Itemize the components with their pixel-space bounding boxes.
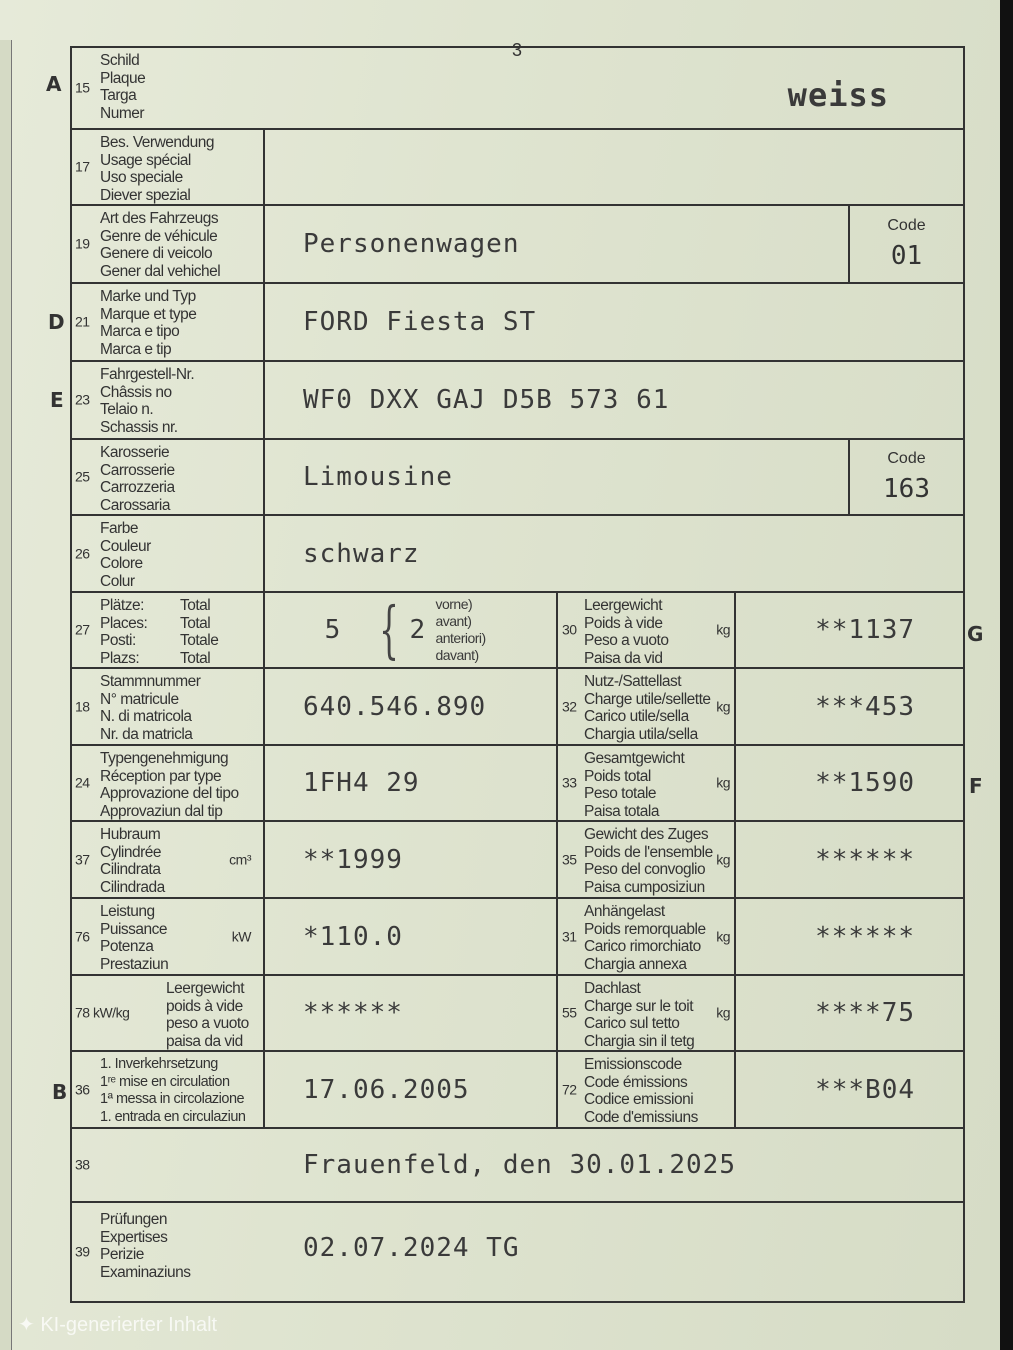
ai-generated-note: ✦ KI-generierter Inhalt	[18, 1314, 218, 1336]
power-ratio-label: 78 kW/kg Leergewicht poids à vide peso a vuoto paisa da vid	[72, 976, 265, 1050]
make-value: FORD Fiesta ST	[303, 307, 537, 337]
total-weight-label: 33 kg Gesamtgewicht Poids total Peso totale Paisa totala	[558, 746, 736, 820]
trailer-load-label: 31 kg Anhängelast Poids remorquable Carico rimorchiato Chargia annexa	[558, 899, 736, 974]
color-value: schwarz	[303, 538, 420, 569]
total-weight-value: **1590	[815, 768, 915, 798]
registry-label: 18 Stammnummer N° matricule N. di matricola Nr. da matricla	[72, 669, 265, 744]
chassis-value: WF0 DXX GAJ D5B 573 61	[303, 385, 670, 415]
side-mark-b: B	[52, 1080, 68, 1104]
type-approval-value: 1FH4 29	[265, 746, 558, 820]
row-power-trailer	[72, 899, 963, 976]
emission-code-label: 72 Emissionscode Code émissions Codice emissioni Code d'emissiuns	[558, 1052, 736, 1127]
empty-weight-value: **1137	[815, 615, 915, 645]
seats-front: 2	[409, 615, 427, 645]
payload-value: ***453	[815, 691, 915, 722]
trailer-load-value: ******	[815, 921, 915, 952]
registry-value: 640.546.890	[265, 669, 558, 744]
row-seats-weight	[72, 593, 963, 669]
vehicle-type-label: 19 Art des Fahrzeugs Genre de véhicule Genere di veicolo Gener dal vehichel	[72, 206, 265, 282]
power-ratio-value: ******	[265, 976, 558, 1050]
make-label: 21 Marke und Typ Marque et type Marca e tipo Marca e tip	[72, 284, 265, 360]
inspection-label: 39 Prüfungen Expertises Perizie Examinaziuns	[75, 1211, 191, 1281]
vehicle-type-code: Code 01	[848, 206, 963, 282]
side-mark-g: G	[967, 622, 984, 646]
row-make	[72, 284, 963, 362]
type-approval-label: 24 Typengenehmigung Réception par type Approvazione del tipo Approvaziun dal tip	[72, 746, 265, 820]
row-place-date	[72, 1129, 963, 1203]
row-approval-total	[72, 746, 963, 822]
special-use-label: 17 Bes. Verwendung Usage spécial Uso speciale Diever spezial	[72, 130, 265, 204]
place-date-value: Frauenfeld, den 30.01.2025	[303, 1150, 736, 1180]
train-weight-label: 35 kg Gewicht des Zuges Poids de l'ensemble Peso del convoglio Paisa cumposiziun	[558, 822, 736, 897]
row-ratio-roof	[72, 976, 963, 1052]
row-vehicle-type	[72, 206, 963, 284]
body-code: Code 163	[848, 440, 963, 514]
train-weight-value: ******	[815, 844, 915, 875]
row-inspection	[72, 1203, 963, 1303]
row-color	[72, 516, 963, 593]
chassis-label: 23 Fahrgestell-Nr. Châssis no Telaio n. Schassis nr.	[72, 362, 265, 438]
page-number: 3	[512, 40, 523, 60]
power-label: 76 kW Leistung Puissance Potenza Prestaziun	[72, 899, 265, 974]
row-plate	[72, 48, 963, 130]
brace-icon: {	[379, 593, 400, 666]
first-registration-label: 36 1. Inverkehrsetzung 1ʳᵉ mise en circulation 1ª messa in circolazione 1. entrada en circulaziun	[72, 1052, 265, 1127]
side-mark-e: E	[50, 388, 64, 412]
place-date-label: 38	[75, 1156, 90, 1173]
special-use-value	[265, 130, 963, 204]
body-value: Limousine	[303, 462, 453, 492]
row-special-use	[72, 130, 963, 206]
side-mark-f: F	[969, 774, 983, 798]
inspection-value: 02.07.2024 TG	[303, 1233, 520, 1263]
side-mark-d: D	[48, 310, 65, 334]
row-registration-emission	[72, 1052, 963, 1129]
payload-label: 32 kg Nutz-/Sattellast Charge utile/sellette Carico utile/sella Chargia utila/sella	[558, 669, 736, 744]
body-label: 25 Karosserie Carrosserie Carrozzeria Carossaria	[72, 440, 265, 514]
row-displacement-train	[72, 822, 963, 899]
seats-total: 5	[324, 615, 342, 645]
seats-value	[265, 593, 558, 667]
power-value: *110.0	[265, 899, 558, 974]
displacement-label: 37 cm³ Hubraum Cylindrée Cilindrata Cilindrada	[72, 822, 265, 897]
side-mark-a: A	[46, 72, 62, 96]
roof-load-value: ****75	[815, 998, 915, 1028]
row-body	[72, 440, 963, 516]
row-registry-payload	[72, 669, 963, 746]
plate-label: 15 Schild Plaque Targa Numer	[75, 52, 146, 122]
roof-load-label: 55 kg Dachlast Charge sur le toit Carico sul tetto Chargia sin il tetg	[558, 976, 736, 1050]
seats-label: 27 Plätze: Places: Posti: Plazs: Total Total Totale Total	[72, 593, 265, 667]
color-label: 26 Farbe Couleur Colore Colur	[72, 516, 265, 591]
seats-front-labels: vorne) avant) anteriori) davant)	[435, 596, 486, 663]
registration-form	[70, 46, 965, 1303]
emission-code-value: ***B04	[815, 1074, 915, 1105]
empty-weight-label: 30 kg Leergewicht Poids à vide Peso a vuoto Paisa da vid	[558, 593, 736, 667]
first-registration-value: 17.06.2005	[265, 1052, 558, 1127]
vehicle-type-value: Personenwagen	[303, 229, 520, 259]
displacement-value: **1999	[265, 822, 558, 897]
previous-page-edge	[0, 40, 12, 1350]
row-chassis	[72, 362, 963, 440]
plate-value: weiss	[787, 76, 889, 114]
